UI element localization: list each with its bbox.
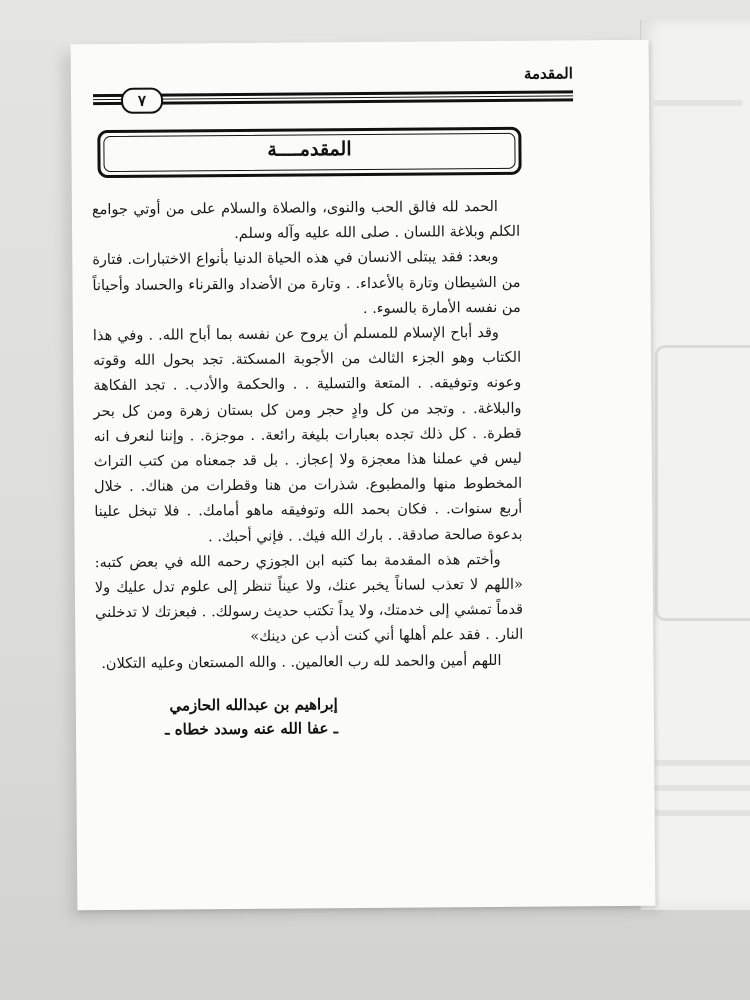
ghost-text-line (653, 785, 750, 791)
page-number: ٧ (121, 88, 163, 114)
book-page (71, 40, 656, 911)
section-title: المقدمــــة (267, 138, 352, 161)
paragraph: وقد أباح الإسلام للمسلم أن يروح عن نفسه بما أباح الله. . وفي هذا الكتاب وهو الجزء الثالث من الأجوبة المسكتة. تجد بحول الله وقوته وعونه وتوفيقه. . المتعة والتسلية . . والحكمة والأدب. . تجد الفكاهة والبلاغة. . وتجد من كل وادٍ حجر ومن كل بستان زهرة ومن كل بحر قطرة. . كل ذلك تجده بعبارات بليغة رائعة. . موجزة. . وإننا لنعرف انه ليس في عملنا هذا معجزة ولا إعجاز. . بل قد جمعناه من كتب التراث المخطوط منها والمطبوع. شذرات من هنا وقطرات من هناك. . خلال أربع سنوات. . فكان بحمد الله وتوفيقه ماهو أمامك. . فلا تبخل علينا بدعوة صالحة صادقة. . بارك الله فيك. . فإني أحبك. . (92, 324, 523, 545)
ghost-quote-box (655, 345, 750, 621)
body-text (92, 195, 524, 677)
author-signature (148, 692, 338, 741)
section-title-frame (97, 127, 521, 178)
facing-page (640, 20, 750, 910)
running-title: المقدمة (523, 64, 573, 83)
paragraph: وأختم هذه المقدمة بما كتبه ابن الجوزي رحمه الله في بعض كتبه: «اللهم لا تعذب لساناً يخبر عنك، ولا عيناً تنظر إلى علوم تدل عليك ولا قدماً تمشي إلى خدمتك، ولا يداً تكتب حديث رسولك. . فبعزتك لا تدخلني النار. . فقد علم أهلها أني كنت أذب عن دينك» (94, 551, 524, 646)
author-prayer: ـ عفا الله عنه وسدد خطاه ـ (165, 719, 339, 739)
ghost-text-line (653, 100, 743, 106)
paragraph: الحمد لله فالق الحب والنوى، والصلاة والسلام على من أوتي جوامع الكلم وبلاغة اللسان . صلى الله عليه وآله وسلم. (91, 198, 521, 243)
ghost-text-line (653, 810, 750, 816)
paragraph: اللهم أمين والحمد لله رب العالمين. . والله المستعان وعليه التكلان. (101, 652, 502, 672)
ghost-text-line (653, 760, 750, 766)
author-name: إبراهيم بن عبدالله الحازمي (169, 695, 338, 715)
paragraph: وبعد: فقد يبتلى الانسان في هذه الحياة الدنيا بأنواع الاختبارات. فتارة من الشيطان وتارة بالأعداء. . وتارة من الأضداد والقرناء والحساد وأحياناً من نفسه الأمارة بالسوء. . (92, 249, 521, 317)
page-header (93, 64, 573, 108)
